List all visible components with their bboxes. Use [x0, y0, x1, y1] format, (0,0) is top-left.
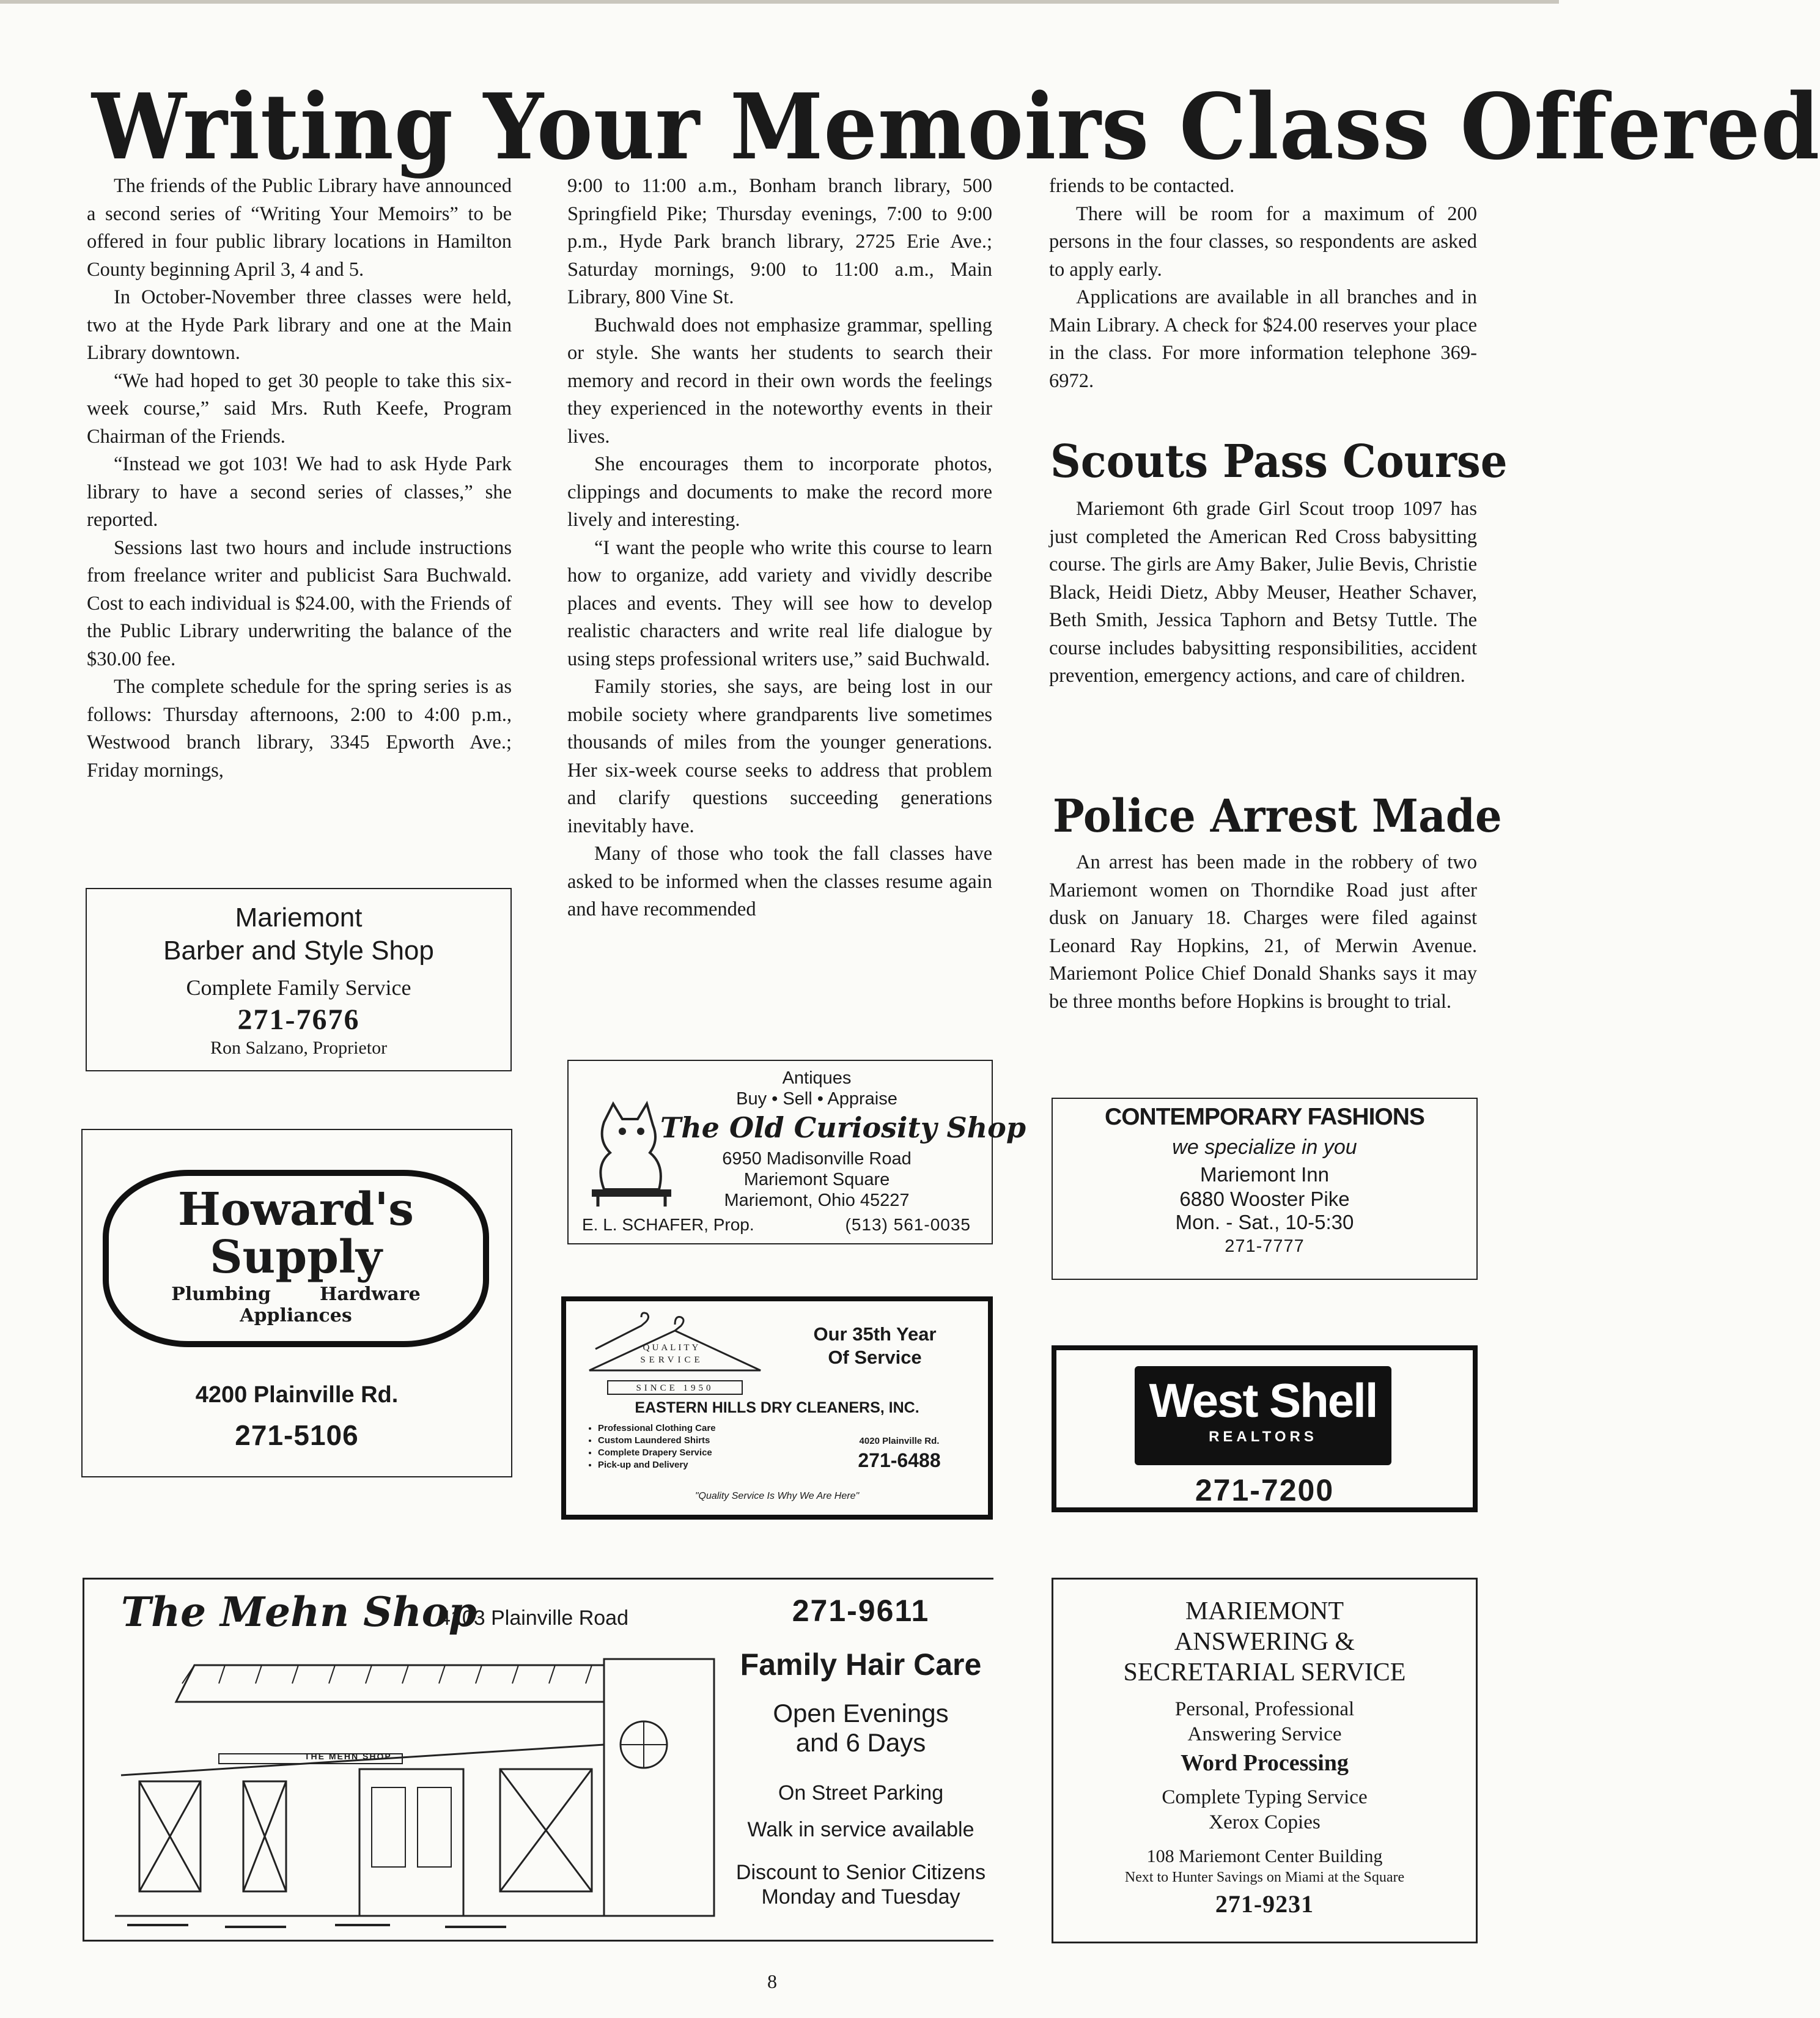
curiosity-ad — [567, 1060, 1026, 1244]
mehn-parking: On Street Parking — [778, 1781, 944, 1805]
paragraph: In October-November three classes were held, two at the Hyde Park library and one at the Main Library downtown. — [87, 286, 512, 364]
barber-phone: 271-7676 — [237, 1003, 360, 1036]
cleaners-hanger-text-2: SERVICE — [640, 1355, 704, 1365]
police-article — [1049, 849, 1477, 1016]
howards-hardware: Hardware — [319, 1284, 421, 1305]
article-column-3 — [1049, 172, 1477, 395]
curiosity-address-1: 6950 Madisonville Road — [722, 1149, 912, 1169]
mehn-walk-in: Walk in service available — [747, 1818, 974, 1841]
mehn-name: The Mehn Shop — [121, 1588, 477, 1636]
fashions-ad — [1052, 1098, 1478, 1280]
paragraph: Family stories, she says, are being lost in our mobile society where grandparents live sometimes thousands of miles from the younger generations. Her six-week course seeks to address that problem and clarify questions succeeding generations inevitably have. — [567, 676, 992, 837]
barber-owner: Ron Salzano, Proprietor — [210, 1038, 388, 1058]
westshell-logo — [1135, 1366, 1391, 1465]
paragraph: An arrest has been made in the robbery of two Mariemont women on Thorndike Road just after dusk on January 18. Charges were filed against Leonard Ray Hopkins, 21, of Merwin Avenue. Mariemont Police Chief Donald Shanks says it may be three months before Hopkins is brought to trial. — [1049, 851, 1477, 1013]
howards-logo — [103, 1170, 489, 1347]
curiosity-owner: E. L. SCHAFER, Prop. — [582, 1215, 754, 1234]
paragraph: “I want the people who write this course to learn how to organize, add variety and vividly describe places and events. They will see how to develop realistic characters and write real life dialogue by using steps professional writers use,” said Buchwald. — [567, 536, 992, 670]
article-column-2 — [567, 172, 992, 924]
answering-line-2: Answering Service — [1187, 1723, 1342, 1745]
answering-word-processing: Word Processing — [1181, 1750, 1349, 1776]
answering-title-3: SECRETARIAL SERVICE — [1123, 1658, 1406, 1687]
curiosity-shop-name: The Old Curiosity Shop — [660, 1111, 1026, 1144]
mehn-hair-care: Family Hair Care — [740, 1647, 982, 1682]
paragraph: The complete schedule for the spring series is as follows: Thursday afternoons, 2:00 to 4:00 p.m., Westwood branch library, 3345 Epworth Ave.; Friday mornings, — [87, 676, 512, 782]
barber-name-line2: Barber and Style Shop — [163, 936, 434, 966]
paragraph: “Instead we got 103! We had to ask Hyde Park library to have a second series of classes,” she reported. — [87, 453, 512, 531]
mehn-discount: Discount to Senior Citizens — [735, 1861, 986, 1884]
top-rule — [0, 0, 1559, 4]
paragraph: friends to be contacted. — [1049, 175, 1235, 197]
howards-products — [109, 1284, 483, 1305]
cleaners-service-item: • Pick-up and Delivery — [598, 1459, 716, 1471]
cleaners-service-item: • Complete Drapery Service — [598, 1447, 716, 1459]
mehn-sign: THE MEHN SHOP — [304, 1751, 392, 1761]
westshell-phone: 271-7200 — [1195, 1473, 1335, 1507]
cleaners-name: EASTERN HILLS DRY CLEANERS, INC. — [635, 1399, 919, 1416]
answering-title-1: MARIEMONT — [1185, 1597, 1344, 1625]
cleaners-year-1: Our 35th Year — [813, 1323, 937, 1345]
howards-name: Howard's — [178, 1183, 414, 1236]
paragraph: Many of those who took the fall classes have asked to be informed when the classes resume again and have recommended — [567, 843, 992, 920]
mehn-six-days: and 6 Days — [795, 1728, 926, 1757]
scouts-title: Scouts Pass Course — [1050, 435, 1508, 488]
paragraph: She encourages them to incorporate photos, clippings and documents to make the record more lively and interesting. — [567, 453, 992, 531]
answering-line-5: Xerox Copies — [1209, 1811, 1321, 1833]
headline: Writing Your Memoirs Class Offered — [92, 73, 1820, 180]
fashions-phone: 271-7777 — [1225, 1236, 1305, 1256]
curiosity-services: Buy • Sell • Appraise — [736, 1089, 897, 1109]
barber-ad — [86, 888, 512, 1071]
answering-phone: 271-9231 — [1215, 1890, 1314, 1918]
answering-line-7: Next to Hunter Savings on Miami at the Square — [1124, 1869, 1405, 1885]
cleaners-service-item: • Professional Clothing Care — [598, 1422, 716, 1435]
barber-service: Complete Family Service — [186, 975, 411, 1000]
howards-appliances: Appliances — [240, 1305, 352, 1326]
cleaners-address: 4020 Plainville Rd. — [859, 1436, 940, 1446]
article-column-1 — [87, 172, 512, 785]
cleaners-slogan: "Quality Service Is Why We Are Here" — [694, 1491, 860, 1501]
mehn-phone: 271-9611 — [792, 1594, 930, 1628]
fashions-tagline: we specialize in you — [1172, 1136, 1357, 1159]
mehn-days: Monday and Tuesday — [761, 1885, 960, 1909]
cleaners-services — [584, 1422, 716, 1471]
cleaners-service-item: • Custom Laundered Shirts — [598, 1435, 716, 1447]
barber-name-line1: Mariemont — [235, 903, 363, 933]
mehn-ad — [83, 1578, 993, 1942]
fashions-address: 6880 Wooster Pike — [1179, 1188, 1350, 1210]
westshell-name: West Shell — [1149, 1373, 1377, 1427]
fashions-location: Mariemont Inn — [1200, 1163, 1329, 1186]
westshell-ad — [1052, 1345, 1478, 1512]
cleaners-hanger-text-1: QUALITY — [643, 1343, 701, 1353]
howards-plumbing: Plumbing — [171, 1284, 271, 1305]
curiosity-address-2: Mariemont Square — [743, 1170, 890, 1189]
answering-line-4: Complete Typing Service — [1162, 1786, 1368, 1808]
howards-phone: 271-5106 — [235, 1419, 359, 1451]
paragraph: The friends of the Public Library have announced a second series of “Writing Your Memoirs” to be offered in four public library locations in Hamilton County beginning April 3, 4 and 5. — [87, 175, 512, 281]
answering-title-2: ANSWERING & — [1174, 1628, 1355, 1656]
answering-line-1: Personal, Professional — [1174, 1698, 1355, 1720]
curiosity-antiques: Antiques — [782, 1068, 852, 1088]
paragraph: “We had hoped to get 30 people to take this six-week course,” said Mrs. Ruth Keefe, Program Chairman of the Friends. — [87, 369, 512, 448]
westshell-realtors: REALTORS — [1209, 1428, 1317, 1445]
howards-ad — [81, 1129, 512, 1477]
scouts-article — [1049, 495, 1477, 690]
howards-name-2: Supply — [210, 1231, 382, 1284]
cleaners-ad — [561, 1296, 993, 1520]
fashions-title: CONTEMPORARY FASHIONS — [1105, 1104, 1424, 1130]
police-title: Police Arrest Made — [1053, 790, 1502, 843]
paragraph: Applications are available in all branches and in Main Library. A check for $24.00 reserves your place in the class. For more information telephone 369-6972. — [1049, 286, 1477, 392]
cleaners-year-2: Of Service — [828, 1347, 922, 1368]
paragraph: There will be room for a maximum of 200 persons in the four classes, so respondents are asked to apply early. — [1049, 202, 1477, 281]
mehn-address: 4103 Plainville Road — [439, 1606, 628, 1630]
paragraph: Sessions last two hours and include instructions from freelance writer and publicist Sara Buchwald. Cost to each individual is $24.00, with the Friends of the Public Library underwriting the balance of the $30.00 fee. — [87, 536, 512, 670]
paragraph: Mariemont 6th grade Girl Scout troop 1097 has just completed the American Red Cross babysitting course. The girls are Amy Baker, Julie Bevis, Christie Black, Heidi Dietz, Abby Meuser, Heather Schaver, Beth Smith, Jessica Taphorn and Betsy Tuttle. The course includes babysitting responsibilities, accident prevention, emergency actions, and care of children. — [1049, 498, 1477, 687]
storefront-illustration — [103, 1647, 714, 1934]
howards-address: 4200 Plainville Rd. — [195, 1382, 399, 1408]
answering-ad — [1052, 1578, 1478, 1943]
curiosity-address-3: Mariemont, Ohio 45227 — [724, 1191, 910, 1210]
cleaners-phone: 271-6488 — [858, 1449, 941, 1471]
page-number: 8 — [767, 1970, 777, 1992]
paragraph: Buchwald does not emphasize grammar, spelling or style. She wants her students to search their memory and record in their own words the feelings they experienced in the noteworthy events in their lives. — [567, 314, 992, 448]
cleaners-hanger-text-3: SINCE 1950 — [636, 1383, 714, 1393]
fashions-hours: Mon. - Sat., 10-5:30 — [1175, 1211, 1354, 1233]
paragraph: 9:00 to 11:00 a.m., Bonham branch library, 500 Springfield Pike; Thursday evenings, 7:00 to 9:00 p.m., Hyde Park branch library, 2725 Erie Ave.; Saturday mornings, 9:00 to 11:00 a.m., Main Library, 800 Vine St. — [567, 175, 992, 308]
curiosity-phone: (513) 561-0035 — [845, 1215, 971, 1234]
mehn-open-evenings: Open Evenings — [773, 1699, 949, 1728]
answering-line-6: 108 Mariemont Center Building — [1146, 1846, 1383, 1866]
